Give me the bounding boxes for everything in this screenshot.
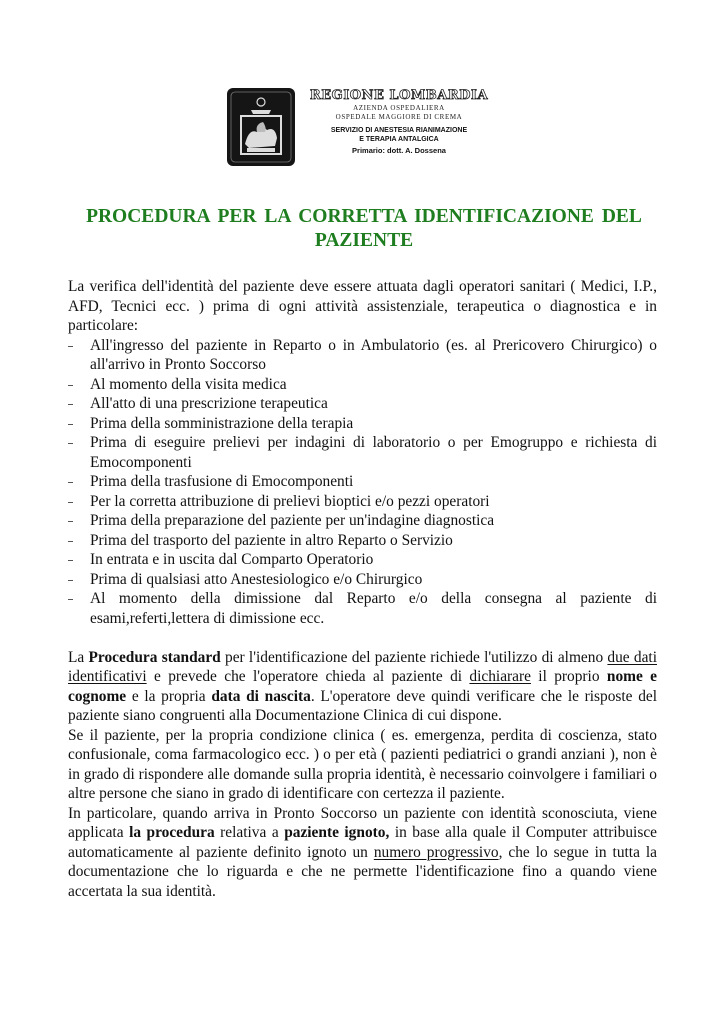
document-title: PROCEDURA PER LA CORRETTA IDENTIFICAZIONE DEL PAZIENTE — [86, 206, 642, 251]
incapable-patient-paragraph: Se il paziente, per la propria condizione clinica ( es. emergenza, perdita di coscienza, stato confusionale, coma farmacologico ecc. ) o per età ( pazienti pediatrici o grandi anziani ), non è in grado di rispondere alle domande sulla propria identità, è necessario coinvolgere i familiari o altre persone che siano in grado di identificare con certezza il paziente. — [68, 726, 657, 802]
header-servizio: SERVIZIO DI ANESTESIA RIANIMAZIONE E TERAPIA ANTALGICA — [330, 127, 468, 143]
letterhead — [227, 88, 507, 168]
list-item: Prima di qualsiasi atto Anestesiologico e/o Chirurgico — [68, 570, 657, 590]
standard-procedure-paragraph: La Procedura standard per l'identificazione del paziente richiede l'utilizzo di almeno due dati identificativi e prevede che l'operatore chieda al paziente di dichiarare il proprio nome e cognome e la propria data di nascita. L'operatore deve quindi verificare che le risposte del paziente siano congruenti alla Documentazione Clinica di cui dispone. — [68, 648, 658, 724]
list-item: Al momento della visita medica — [68, 375, 657, 395]
list-item: Prima del trasporto del paziente in altro Reparto o Servizio — [68, 531, 657, 551]
list-item: All'ingresso del paziente in Reparto o in Ambulatorio (es. al Prericovero Chirurgico) o all'arrivo in Pronto Soccorso — [68, 336, 657, 375]
list-item: Prima della trasfusione di Emocomponenti — [68, 472, 657, 492]
list-item: Prima di eseguire prelievi per indagini di laboratorio o per Emogruppo e richiesta di Emocomponenti — [68, 433, 657, 472]
list-item: All'atto di una prescrizione terapeutica — [68, 394, 657, 414]
checkpoint-list — [68, 336, 657, 629]
list-item: Al momento della dimissione dal Reparto e/o della consegna al paziente di esami,referti,lettera di dimissione ecc. — [68, 589, 657, 628]
unknown-patient-paragraph: In particolare, quando arriva in Pronto Soccorso un paziente con identità sconosciuta, viene applicata la procedura relativa a paziente ignoto, in base alla quale il Computer attribuisce automaticamente al paziente definito ignoto un numero progressivo, che lo segue in tutta la documentazione che lo riguarda e che ne permette l'identificazione fino a quando viene accertata la sua identità. — [68, 804, 657, 900]
list-item: Per la corretta attribuzione di prelievi bioptici e/o pezzi operatori — [68, 492, 657, 512]
header-region: REGIONE LOMBARDIA — [309, 88, 489, 103]
intro-paragraph: La verifica dell'identità del paziente deve essere attuata dagli operatori sanitari ( Medici, I.P., AFD, Tecnici ecc. ) prima di ogni attività assistenziale, terapeutica o diagnostica e in particolare: — [68, 278, 657, 334]
header-ospedale: OSPEDALE MAGGIORE DI CREMA — [335, 113, 463, 121]
list-item: Prima della preparazione del paziente per un'indagine diagnostica — [68, 511, 657, 531]
list-item: Prima della somministrazione della terapia — [68, 414, 657, 434]
paragraph-gap — [68, 628, 657, 648]
list-item: In entrata e in uscita dal Comparto Operatorio — [68, 550, 657, 570]
document-body — [68, 277, 657, 901]
header-azienda: AZIENDA OSPEDALIERA — [353, 104, 445, 112]
header-primario: Primario: dott. A. Dossena — [352, 146, 446, 155]
hospital-crest-logo — [227, 88, 295, 166]
